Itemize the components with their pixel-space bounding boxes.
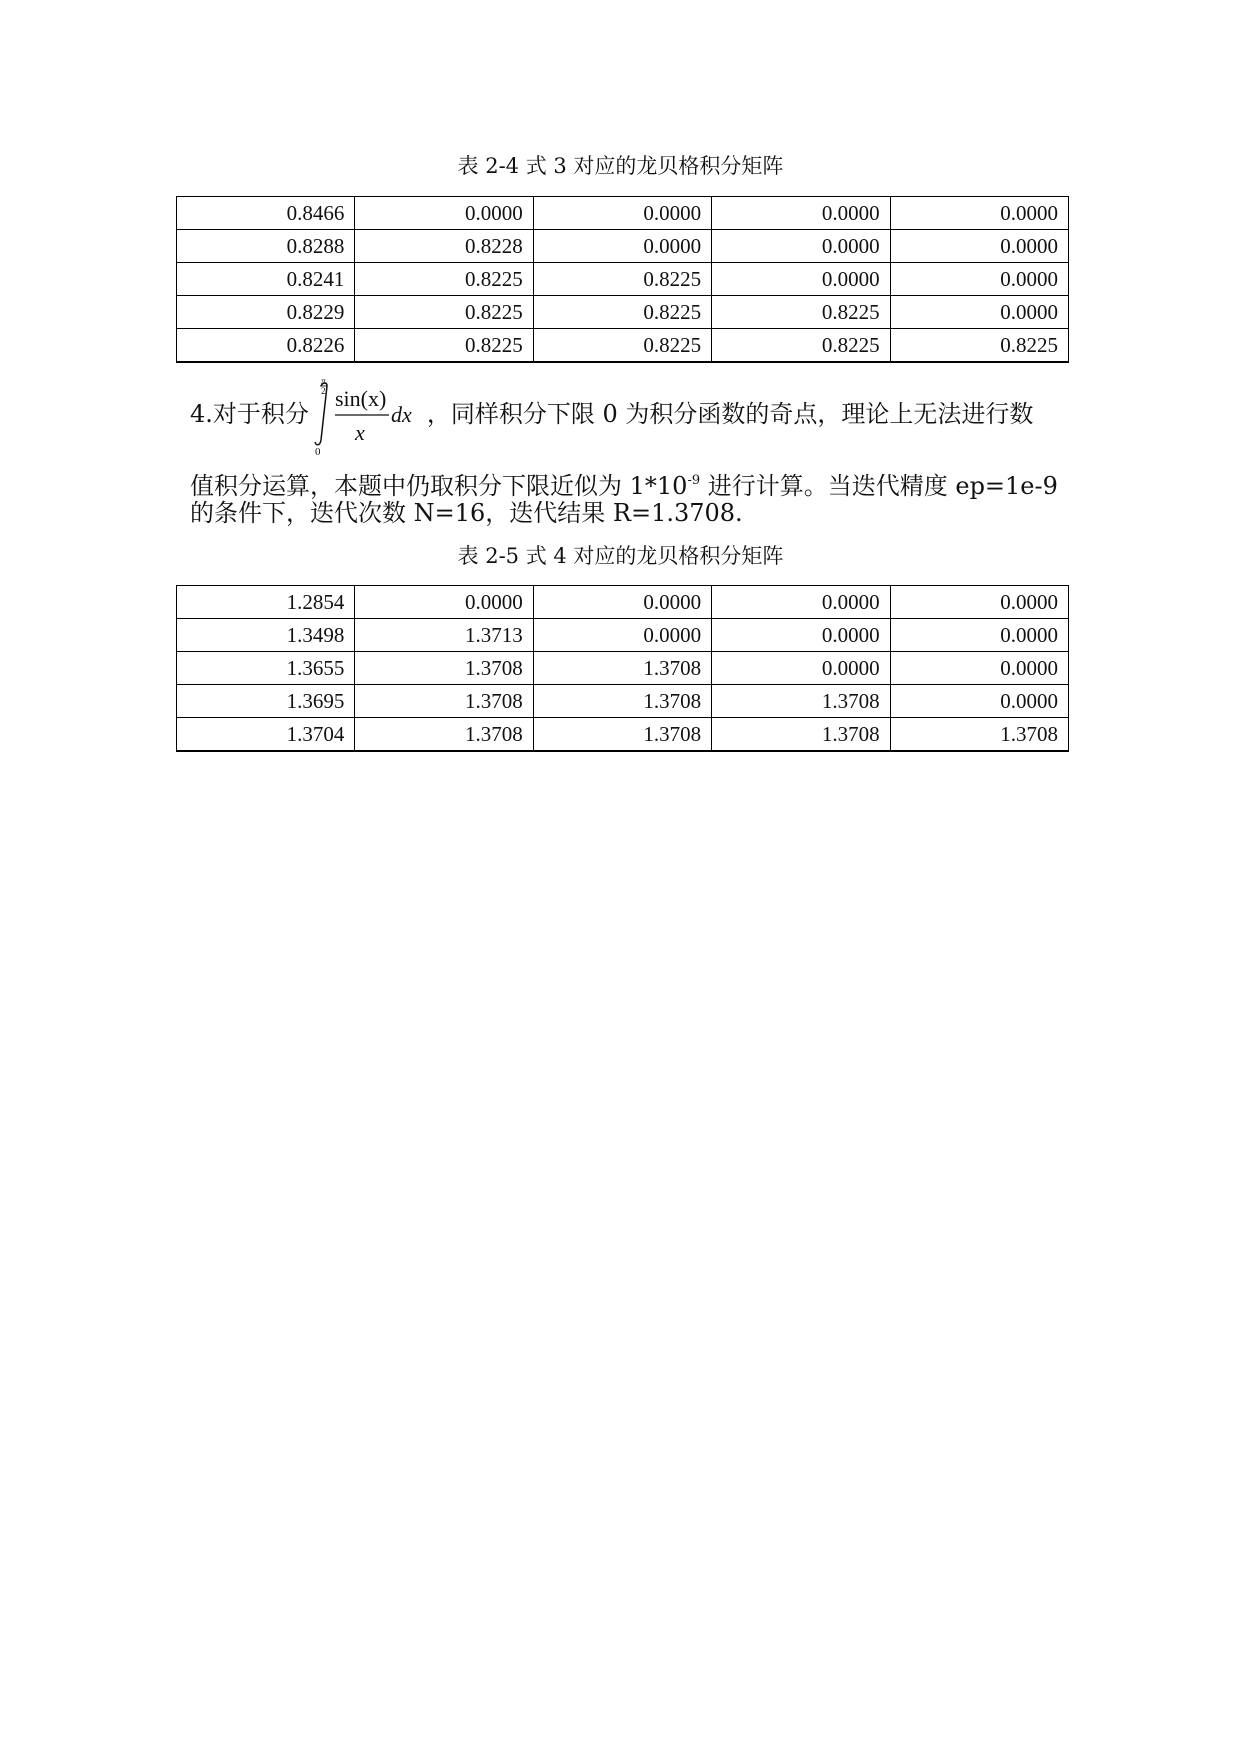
table-cell: 1.3498 — [177, 619, 355, 652]
table-cell: 1.3708 — [533, 685, 711, 718]
table-row — [177, 329, 1069, 363]
table-cell: 0.0000 — [712, 619, 890, 652]
table-cell: 0.0000 — [890, 197, 1068, 230]
table-cell: 0.0000 — [355, 586, 533, 619]
table-cell: 0.8288 — [177, 230, 355, 263]
integral-expression — [309, 376, 427, 456]
table-cell: 0.8225 — [533, 329, 711, 363]
table-cell: 0.0000 — [890, 586, 1068, 619]
table-cell: 1.3708 — [890, 718, 1068, 752]
table-cell: 1.3708 — [355, 718, 533, 752]
integral-upper-num: π — [320, 376, 326, 386]
table-cell: 1.3695 — [177, 685, 355, 718]
table-cell: 0.0000 — [712, 652, 890, 685]
paragraph-prefix: 4.对于积分 — [190, 400, 309, 428]
romberg-matrix-table-1 — [176, 196, 1069, 363]
integrand-numerator: sin(x) — [334, 386, 387, 411]
table-cell: 0.0000 — [890, 619, 1068, 652]
table-cell: 0.0000 — [533, 619, 711, 652]
integrand-denominator: x — [354, 420, 365, 445]
integral-formula-svg — [309, 376, 427, 456]
table-cell: 0.0000 — [355, 197, 533, 230]
table-cell: 0.0000 — [890, 652, 1068, 685]
table-cell: 0.0000 — [890, 230, 1068, 263]
table-row — [177, 685, 1069, 718]
table-cell: 0.0000 — [533, 197, 711, 230]
table-cell: 0.8225 — [355, 296, 533, 329]
table-cell: 0.0000 — [890, 296, 1068, 329]
table-row — [177, 197, 1069, 230]
table-cell: 0.0000 — [890, 263, 1068, 296]
paragraph-line-3: 的条件下，迭代次数 N=16，迭代结果 R=1.3708. — [190, 499, 743, 527]
exponent-superscript: -9 — [687, 473, 701, 488]
table-cell: 0.8225 — [355, 329, 533, 363]
table-cell: 0.8225 — [355, 263, 533, 296]
table-cell: 0.0000 — [712, 197, 890, 230]
table-cell: 0.8228 — [355, 230, 533, 263]
table-cell: 0.8225 — [712, 329, 890, 363]
table-cell: 1.2854 — [177, 586, 355, 619]
table-cell: 1.3708 — [712, 685, 890, 718]
table-row — [177, 586, 1069, 619]
table1-caption: 表 2-4 式 3 对应的龙贝格积分矩阵 — [457, 154, 784, 178]
table-cell: 1.3655 — [177, 652, 355, 685]
table-cell: 0.8225 — [890, 329, 1068, 363]
table-row — [177, 718, 1069, 752]
table-cell: 1.3713 — [355, 619, 533, 652]
romberg-matrix-table-2 — [176, 585, 1069, 752]
table-cell: 0.8229 — [177, 296, 355, 329]
paragraph-line-1 — [190, 376, 1060, 456]
table-cell: 1.3708 — [355, 685, 533, 718]
table-cell: 0.8225 — [712, 296, 890, 329]
table-cell: 0.8466 — [177, 197, 355, 230]
integral-upper-den: 2 — [320, 386, 326, 396]
table-cell: 0.8225 — [533, 296, 711, 329]
table-cell: 1.3708 — [355, 652, 533, 685]
table-cell: 1.3704 — [177, 718, 355, 752]
table-cell: 0.8225 — [533, 263, 711, 296]
table-cell: 1.3708 — [533, 718, 711, 752]
table-row — [177, 230, 1069, 263]
table-cell: 0.0000 — [890, 685, 1068, 718]
table-cell: 0.0000 — [712, 586, 890, 619]
table-row — [177, 296, 1069, 329]
table-cell: 0.8241 — [177, 263, 355, 296]
table-row — [177, 263, 1069, 296]
paragraph-line2-tail: 进行计算。当迭代精度 ep=1e-9 — [700, 472, 1058, 500]
table-cell: 0.0000 — [533, 230, 711, 263]
table-cell: 1.3708 — [712, 718, 890, 752]
table-row — [177, 652, 1069, 685]
paragraph-line1-suffix: ，同样积分下限 0 为积分函数的奇点，理论上无法进行数 — [426, 400, 1034, 428]
table-row — [177, 619, 1069, 652]
table-cell: 0.0000 — [533, 586, 711, 619]
table-cell: 0.0000 — [712, 230, 890, 263]
table2-caption: 表 2-5 式 4 对应的龙贝格积分矩阵 — [457, 544, 784, 568]
table-cell: 1.3708 — [533, 652, 711, 685]
integral-lower-limit: 0 — [314, 446, 321, 456]
paragraph-line2-text: 值积分运算，本题中仍取积分下限近似为 1*10 — [190, 472, 688, 500]
integrand-differential: dx — [390, 402, 412, 427]
table-cell: 0.8226 — [177, 329, 355, 363]
table-cell: 0.0000 — [712, 263, 890, 296]
